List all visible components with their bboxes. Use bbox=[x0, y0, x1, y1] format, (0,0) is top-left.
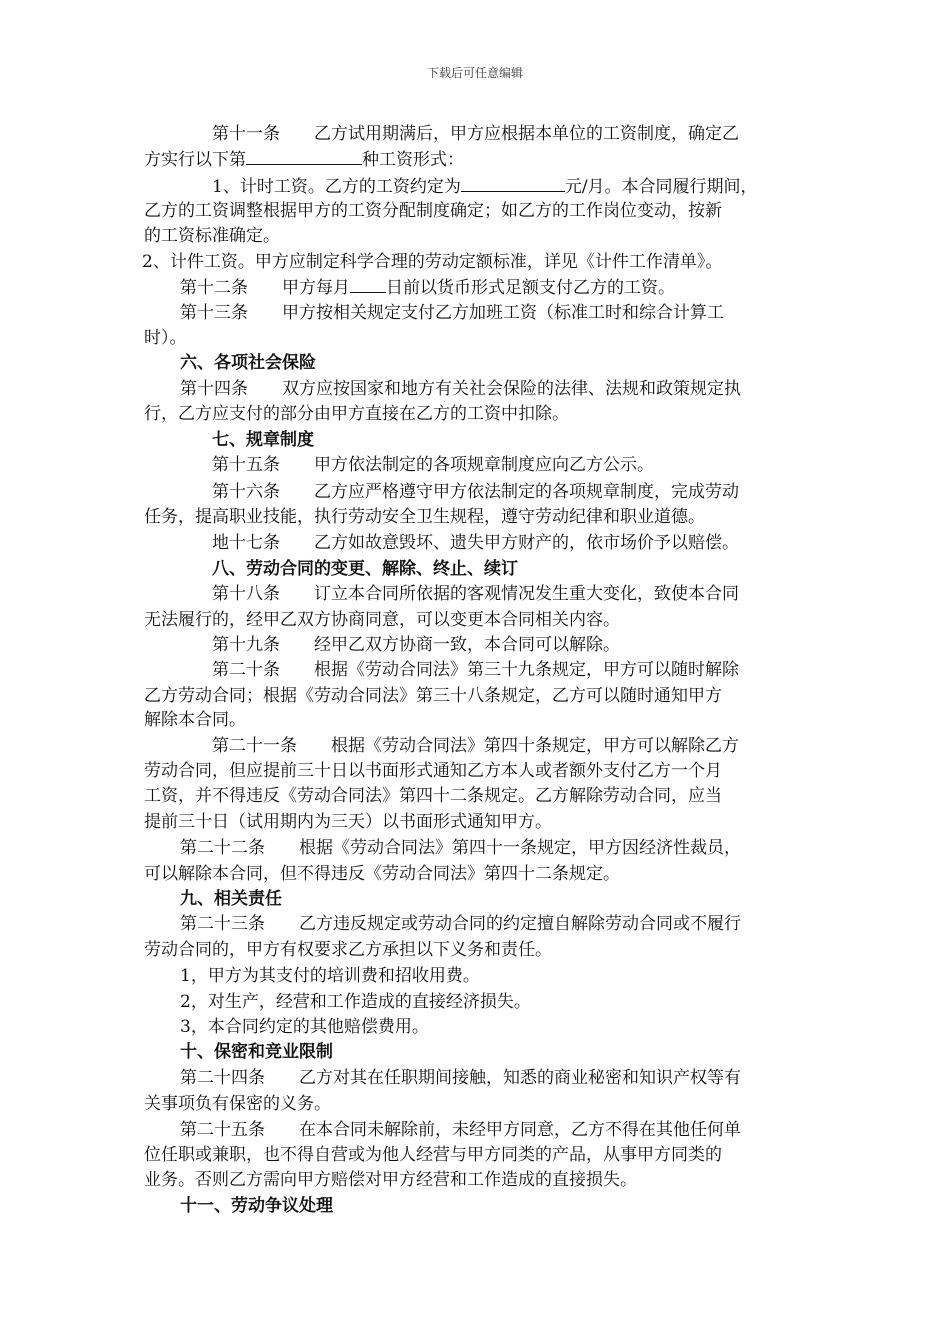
text-line bbox=[212, 531, 739, 556]
text-line bbox=[144, 608, 620, 633]
text-line bbox=[144, 862, 620, 887]
text-line bbox=[180, 301, 724, 326]
text-segment: 第十一条 乙方试用期满后，甲方应根据本单位的工资制度，确定乙 bbox=[212, 124, 739, 144]
text-segment: 种工资形式： bbox=[362, 150, 464, 170]
text-segment: 第十六条 乙方应严格遵守甲方依法制定的各项规章制度，完成劳动 bbox=[212, 482, 739, 502]
section-heading bbox=[180, 1194, 333, 1219]
text-line bbox=[180, 377, 741, 402]
page-header: 下载后可任意编辑 bbox=[426, 66, 523, 80]
text-line bbox=[212, 480, 739, 505]
text-segment: 十一、劳动争议处理 bbox=[180, 1196, 333, 1216]
text-segment: 第二十四条 乙方对其在任职期间接触，知悉的商业秘密和知识产权等有 bbox=[180, 1068, 741, 1088]
text-segment: 第二十五条 在本合同未解除前，未经甲方同意，乙方不得在其他任何单 bbox=[180, 1120, 741, 1140]
fill-in-blank bbox=[350, 275, 386, 293]
text-line bbox=[180, 964, 480, 989]
text-segment: 3，本合同约定的其他赔偿费用。 bbox=[180, 1017, 429, 1037]
text-segment: 关事项负有保密的义务。 bbox=[144, 1094, 331, 1114]
text-line bbox=[180, 990, 531, 1015]
text-line bbox=[144, 224, 280, 249]
text-segment: 第十八条 订立本合同所依据的客观情况发生重大变化，致使本合同 bbox=[212, 584, 739, 604]
text-segment: 乙方的工资调整根据甲方的工资分配制度确定；如乙方的工作岗位变动，按新 bbox=[144, 201, 722, 221]
text-segment: 行，乙方应支付的部分由甲方直接在乙方的工资中扣除。 bbox=[144, 404, 569, 424]
text-segment: 2，对生产，经营和工作造成的直接经济损失。 bbox=[180, 992, 531, 1012]
text-segment: 乙方劳动合同；根据《劳动合同法》第三十八条规定，乙方可以随时通知甲方 bbox=[144, 686, 722, 706]
text-line bbox=[144, 708, 246, 733]
text-line bbox=[144, 505, 705, 530]
text-line bbox=[212, 734, 739, 759]
text-segment: 第十九条 经甲乙双方协商一致，本合同可以解除。 bbox=[212, 635, 620, 655]
text-line bbox=[144, 1092, 331, 1117]
text-segment: 第十四条 双方应按国家和地方有关社会保险的法律、法规和政策规定执 bbox=[180, 379, 741, 399]
text-segment: 日前以货币形式足额支付乙方的工资。 bbox=[386, 278, 675, 298]
text-line bbox=[180, 1118, 741, 1143]
text-segment: 1、计时工资。乙方的工资约定为 bbox=[212, 177, 461, 197]
text-segment: 任务，提高职业技能，执行劳动安全卫生规程，遵守劳动纪律和职业道德。 bbox=[144, 507, 705, 527]
text-segment: 六、各项社会保险 bbox=[180, 353, 316, 373]
text-segment: 的工资标准确定。 bbox=[144, 226, 280, 246]
text-segment: 位任职或兼职，也不得自营或为他人经营与甲方同类的产品，从事甲方同类的 bbox=[144, 1145, 722, 1165]
text-segment: 工资，并不得违反《劳动合同法》第四十二条规定。乙方解除劳动合同，应当 bbox=[144, 786, 722, 806]
fill-in-blank bbox=[461, 174, 565, 192]
section-heading bbox=[180, 887, 282, 912]
text-line bbox=[144, 938, 552, 963]
text-line bbox=[144, 1168, 637, 1193]
fill-in-blank bbox=[246, 147, 362, 165]
text-line bbox=[144, 784, 722, 809]
text-segment: 时）。 bbox=[144, 328, 187, 348]
text-segment: 可以解除本合同，但不得违反《劳动合同法》第四十二条规定。 bbox=[144, 864, 620, 884]
text-segment: 提前三十日（试用期内为三天）以书面形式通知甲方。 bbox=[144, 812, 552, 832]
text-segment: 劳动合同的，甲方有权要求乙方承担以下义务和责任。 bbox=[144, 940, 552, 960]
section-heading bbox=[180, 351, 316, 376]
text-line bbox=[144, 147, 464, 172]
text-segment: 第十三条 甲方按相关规定支付乙方加班工资（标准工时和综合计算工 bbox=[180, 303, 724, 323]
text-line bbox=[144, 810, 552, 835]
text-line bbox=[212, 633, 620, 658]
text-segment: 第十二条 甲方每月 bbox=[180, 278, 350, 298]
text-segment: 第二十三条 乙方违反规定或劳动合同的约定擅自解除劳动合同或不履行 bbox=[180, 914, 741, 934]
text-line bbox=[142, 250, 722, 275]
text-line bbox=[144, 199, 722, 224]
text-line bbox=[180, 836, 741, 861]
text-segment: 解除本合同。 bbox=[144, 710, 246, 730]
text-line bbox=[144, 684, 722, 709]
text-segment: 劳动合同，但应提前三十日以书面形式通知乙方本人或者额外支付乙方一个月 bbox=[144, 761, 722, 781]
text-segment: 十、保密和竞业限制 bbox=[180, 1042, 333, 1062]
text-line bbox=[212, 658, 739, 683]
text-segment: 地十七条 乙方如故意毁坏、遗失甲方财产的，依市场价予以赔偿。 bbox=[212, 533, 739, 553]
text-segment: 第二十二条 根据《劳动合同法》第四十一条规定，甲方因经济性裁员， bbox=[180, 838, 741, 858]
text-segment: 八、劳动合同的变更、解除、终止、续订 bbox=[212, 559, 518, 579]
text-line bbox=[180, 1066, 741, 1091]
section-heading bbox=[212, 557, 518, 582]
text-segment: 第二十条 根据《劳动合同法》第三十九条规定，甲方可以随时解除 bbox=[212, 660, 739, 680]
text-segment: 无法履行的，经甲乙双方协商同意，可以变更本合同相关内容。 bbox=[144, 610, 620, 630]
text-line bbox=[180, 1015, 429, 1040]
text-segment: 2、计件工资。甲方应制定科学合理的劳动定额标准，详见《计件工作清单》。 bbox=[142, 252, 723, 272]
text-segment: 1，甲方为其支付的培训费和招收用费。 bbox=[180, 966, 480, 986]
text-line bbox=[212, 122, 739, 147]
text-segment: 七、规章制度 bbox=[212, 430, 314, 450]
text-segment: 业务。否则乙方需向甲方赔偿对甲方经营和工作造成的直接损失。 bbox=[144, 1170, 637, 1190]
text-line bbox=[180, 912, 741, 937]
text-line bbox=[212, 174, 758, 199]
text-line bbox=[212, 582, 739, 607]
text-segment: 第十五条 甲方依法制定的各项规章制度应向乙方公示。 bbox=[212, 455, 654, 475]
section-heading bbox=[212, 428, 314, 453]
text-line bbox=[144, 759, 722, 784]
text-line bbox=[144, 326, 187, 351]
text-segment: 九、相关责任 bbox=[180, 889, 282, 909]
text-segment: 元/月。本合同履行期间， bbox=[564, 177, 758, 197]
text-segment: 方实行以下第 bbox=[144, 150, 246, 170]
text-line bbox=[180, 275, 675, 300]
text-line bbox=[212, 453, 654, 478]
section-heading bbox=[180, 1040, 333, 1065]
text-line bbox=[144, 1143, 722, 1168]
text-segment: 第二十一条 根据《劳动合同法》第四十条规定，甲方可以解除乙方 bbox=[212, 736, 739, 756]
text-line bbox=[144, 402, 569, 427]
